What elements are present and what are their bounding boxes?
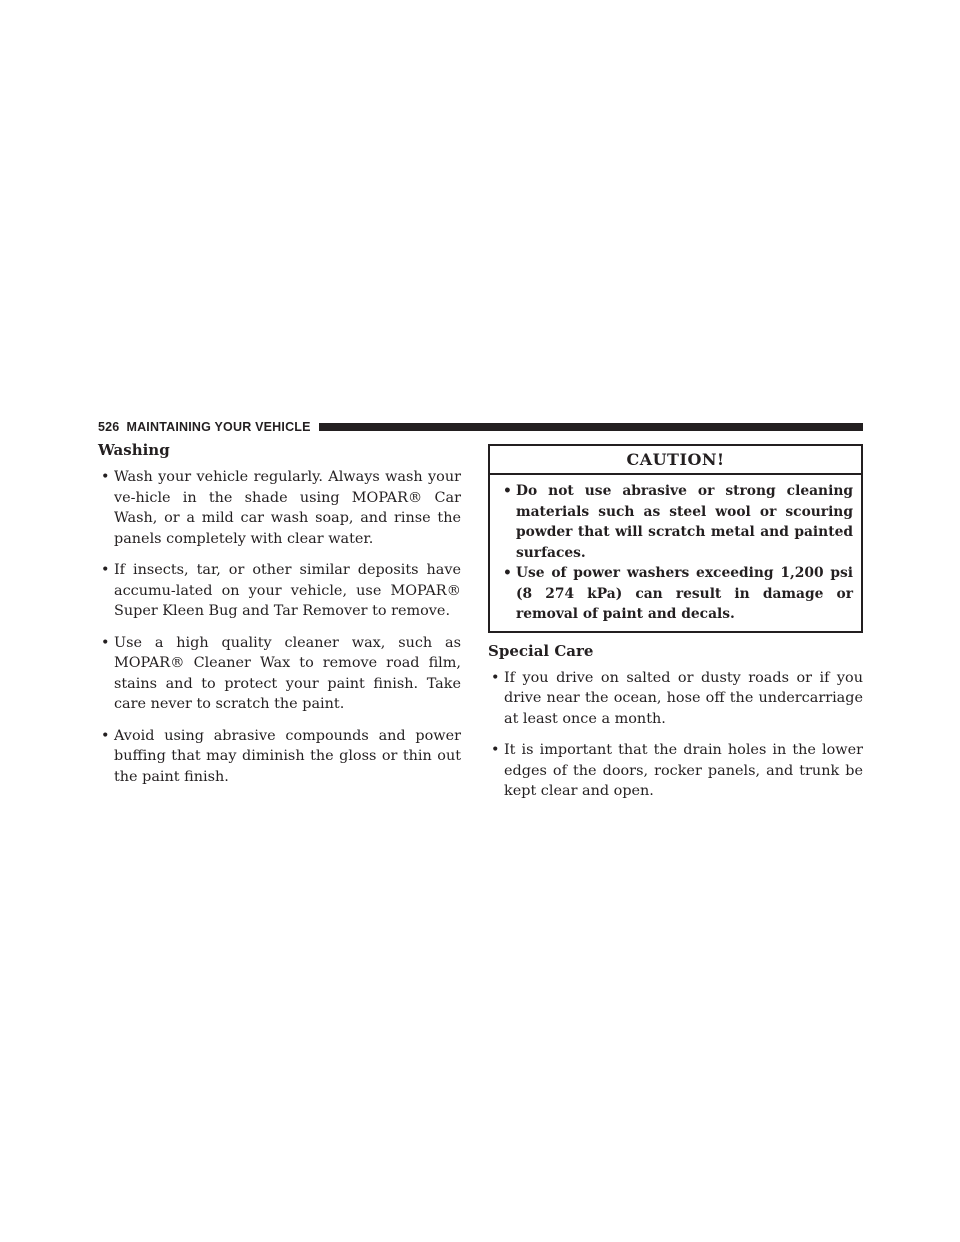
bullet-icon: •: [503, 565, 512, 581]
list-item: [500, 563, 853, 625]
list-item-text: If insects, tar, or other similar deposits have accumu-lated on your vehicle, use MOPAR® Super Kleen Bug and Tar Remover to remove.: [114, 562, 461, 619]
list-item: [488, 740, 863, 802]
special-care-heading: Special Care: [488, 641, 594, 660]
bullet-icon: •: [491, 742, 500, 758]
washing-heading: Washing: [98, 441, 170, 459]
list-item-text: Use of power washers exceeding 1,200 psi (8 274 kPa) can result in damage or removal of paint and decals.: [516, 565, 853, 622]
list-item-text: If you drive on salted or dusty roads or if you drive near the ocean, hose off the undercarriage at least once a month.: [504, 669, 863, 727]
list-item-text: Use a high quality cleaner wax, such as MOPAR® Cleaner Wax to remove road film, stains and to protect your paint finish. Take care never to scratch the paint.: [114, 634, 461, 712]
list-item: [500, 481, 853, 563]
page-number: 526: [98, 420, 120, 434]
left-column: [98, 440, 461, 798]
bullet-icon: •: [101, 634, 110, 651]
list-item-text: Wash your vehicle regularly. Always wash your ve-hicle in the shade using MOPAR® Car Wash, or a mild car wash soap, and rinse the panels completely with clear water.: [114, 469, 461, 547]
list-item-text: Do not use abrasive or strong cleaning materials such as steel wool or scouring powder that will scratch metal and painted surfaces.: [516, 483, 853, 561]
list-item: [98, 467, 461, 549]
list-item: [98, 560, 461, 622]
caution-box: [488, 444, 863, 633]
bullet-icon: •: [101, 469, 110, 485]
list-item-text: Avoid using abrasive compounds and power buffing that may diminish the gloss or thin out the paint finish.: [114, 727, 461, 785]
washing-list: [98, 467, 461, 787]
list-item: [98, 633, 461, 715]
special-care-list: [488, 668, 863, 802]
bullet-icon: •: [491, 669, 500, 686]
bullet-icon: •: [503, 483, 512, 499]
bullet-icon: •: [101, 727, 110, 744]
list-item: [98, 726, 461, 788]
list-item: [488, 668, 863, 730]
right-column: [488, 444, 863, 813]
list-item-text: It is important that the drain holes in the lower edges of the doors, rocker panels, and trunk be kept clear and open.: [504, 742, 863, 799]
header-rule: [319, 423, 863, 431]
caution-title: CAUTION!: [490, 446, 861, 475]
section-title: MAINTAINING YOUR VEHICLE: [126, 420, 311, 434]
caution-list: [490, 475, 861, 625]
page-header: [98, 420, 863, 434]
bullet-icon: •: [101, 562, 110, 578]
